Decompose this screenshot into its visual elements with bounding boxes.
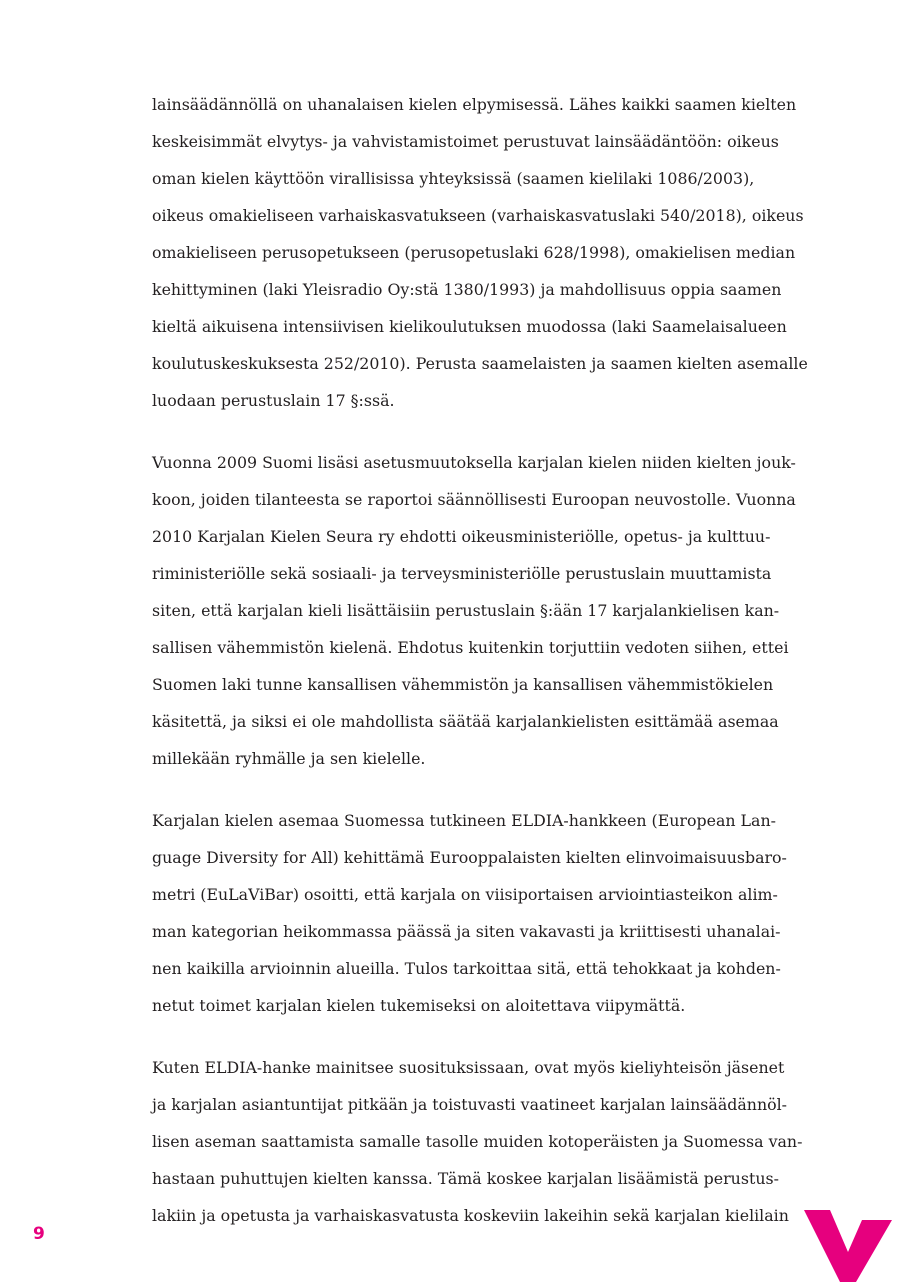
text-line: kehittyminen (laki Yleisradio Oy:stä 1380/1993) ja mahdollisuus oppia saamen [152, 280, 782, 299]
text-line: lisen aseman saattamista samalle tasolle muiden kotoperäisten ja Suomessa van- [152, 1132, 803, 1151]
text-line: Vuonna 2009 Suomi lisäsi asetusmuutoksella karjalan kielen niiden kielten jouk- [152, 453, 796, 472]
text-line: sallisen vähemmistön kielenä. Ehdotus kuitenkin torjuttiin vedoten siihen, ettei [152, 638, 789, 657]
text-line: Suomen laki tunne kansallisen vähemmistön ja kansallisen vähemmistökielen [152, 675, 774, 694]
text-line: 2010 Karjalan Kielen Seura ry ehdotti oikeusministeriölle, opetus- ja kulttuu- [152, 527, 771, 546]
text-line: lainsäädännöllä on uhanalaisen kielen elpymisessä. Lähes kaikki saamen kielten [152, 95, 797, 114]
text-line: Karjalan kielen asemaa Suomessa tutkineen ELDIA-hankkeen (European Lan- [152, 811, 776, 830]
text-line: oikeus omakieliseen varhaiskasvatukseen (varhaiskasvatuslaki 540/2018), oikeus [152, 206, 804, 225]
text-line: kieltä aikuisena intensiivisen kielikoulutuksen muodossa (laki Saamelaisalueen [152, 317, 787, 336]
text-line: luodaan perustuslain 17 §:ssä. [152, 391, 395, 410]
text-line: oman kielen käyttöön virallisissa yhteyksissä (saamen kielilaki 1086/2003), [152, 169, 755, 188]
v-chevron-logo-icon [800, 1202, 896, 1286]
text-line: man kategorian heikommassa päässä ja siten vakavasti ja kriittisesti uhanalai- [152, 922, 781, 941]
text-line: keskeisimmät elvytys- ja vahvistamistoimet perustuvat lainsäädäntöön: oikeus [152, 132, 779, 151]
text-line: siten, että karjalan kieli lisättäisiin perustuslain §:ään 17 karjalankielisen kan- [152, 601, 780, 620]
page-number: 9 [33, 1224, 45, 1244]
text-line: koulutuskeskuksesta 252/2010). Perusta saamelaisten ja saamen kielten asemalle [152, 354, 808, 373]
text-line: ja karjalan asiantuntijat pitkään ja toistuvasti vaatineet karjalan lainsäädännöl- [152, 1095, 788, 1114]
text-line: riministeriölle sekä sosiaali- ja terveysministeriölle perustuslain muuttamista [152, 564, 772, 583]
paragraph [152, 444, 832, 777]
text-line: omakieliseen perusopetukseen (perusopetuslaki 628/1998), omakielisen median [152, 243, 796, 262]
paragraph [152, 802, 832, 1024]
body-text [152, 86, 832, 1259]
text-line: metri (EuLaViBar) osoitti, että karjala on viisiportaisen arviointiasteikon alim- [152, 885, 778, 904]
text-line: Kuten ELDIA-hanke mainitsee suosituksissaan, ovat myös kieliyhteisön jäsenet [152, 1058, 785, 1077]
paragraph [152, 86, 832, 419]
text-line: nen kaikilla arvioinnin alueilla. Tulos tarkoittaa sitä, että tehokkaat ja kohden- [152, 959, 781, 978]
text-line: käsitettä, ja siksi ei ole mahdollista säätää karjalankielisten esittämää asemaa [152, 712, 779, 731]
text-line: netut toimet karjalan kielen tukemiseksi on aloitettava viipymättä. [152, 996, 686, 1015]
text-line: guage Diversity for All) kehittämä Eurooppalaisten kielten elinvoimaisuusbaro- [152, 848, 787, 867]
text-line: lakiin ja opetusta ja varhaiskasvatusta koskeviin lakeihin sekä karjalan kielilain [152, 1206, 789, 1225]
text-line: millekään ryhmälle ja sen kielelle. [152, 749, 426, 768]
text-line: koon, joiden tilanteesta se raportoi säännöllisesti Euroopan neuvostolle. Vuonna [152, 490, 796, 509]
text-line: hastaan puhuttujen kielten kanssa. Tämä koskee karjalan lisäämistä perustus- [152, 1169, 779, 1188]
paragraph [152, 1049, 832, 1234]
